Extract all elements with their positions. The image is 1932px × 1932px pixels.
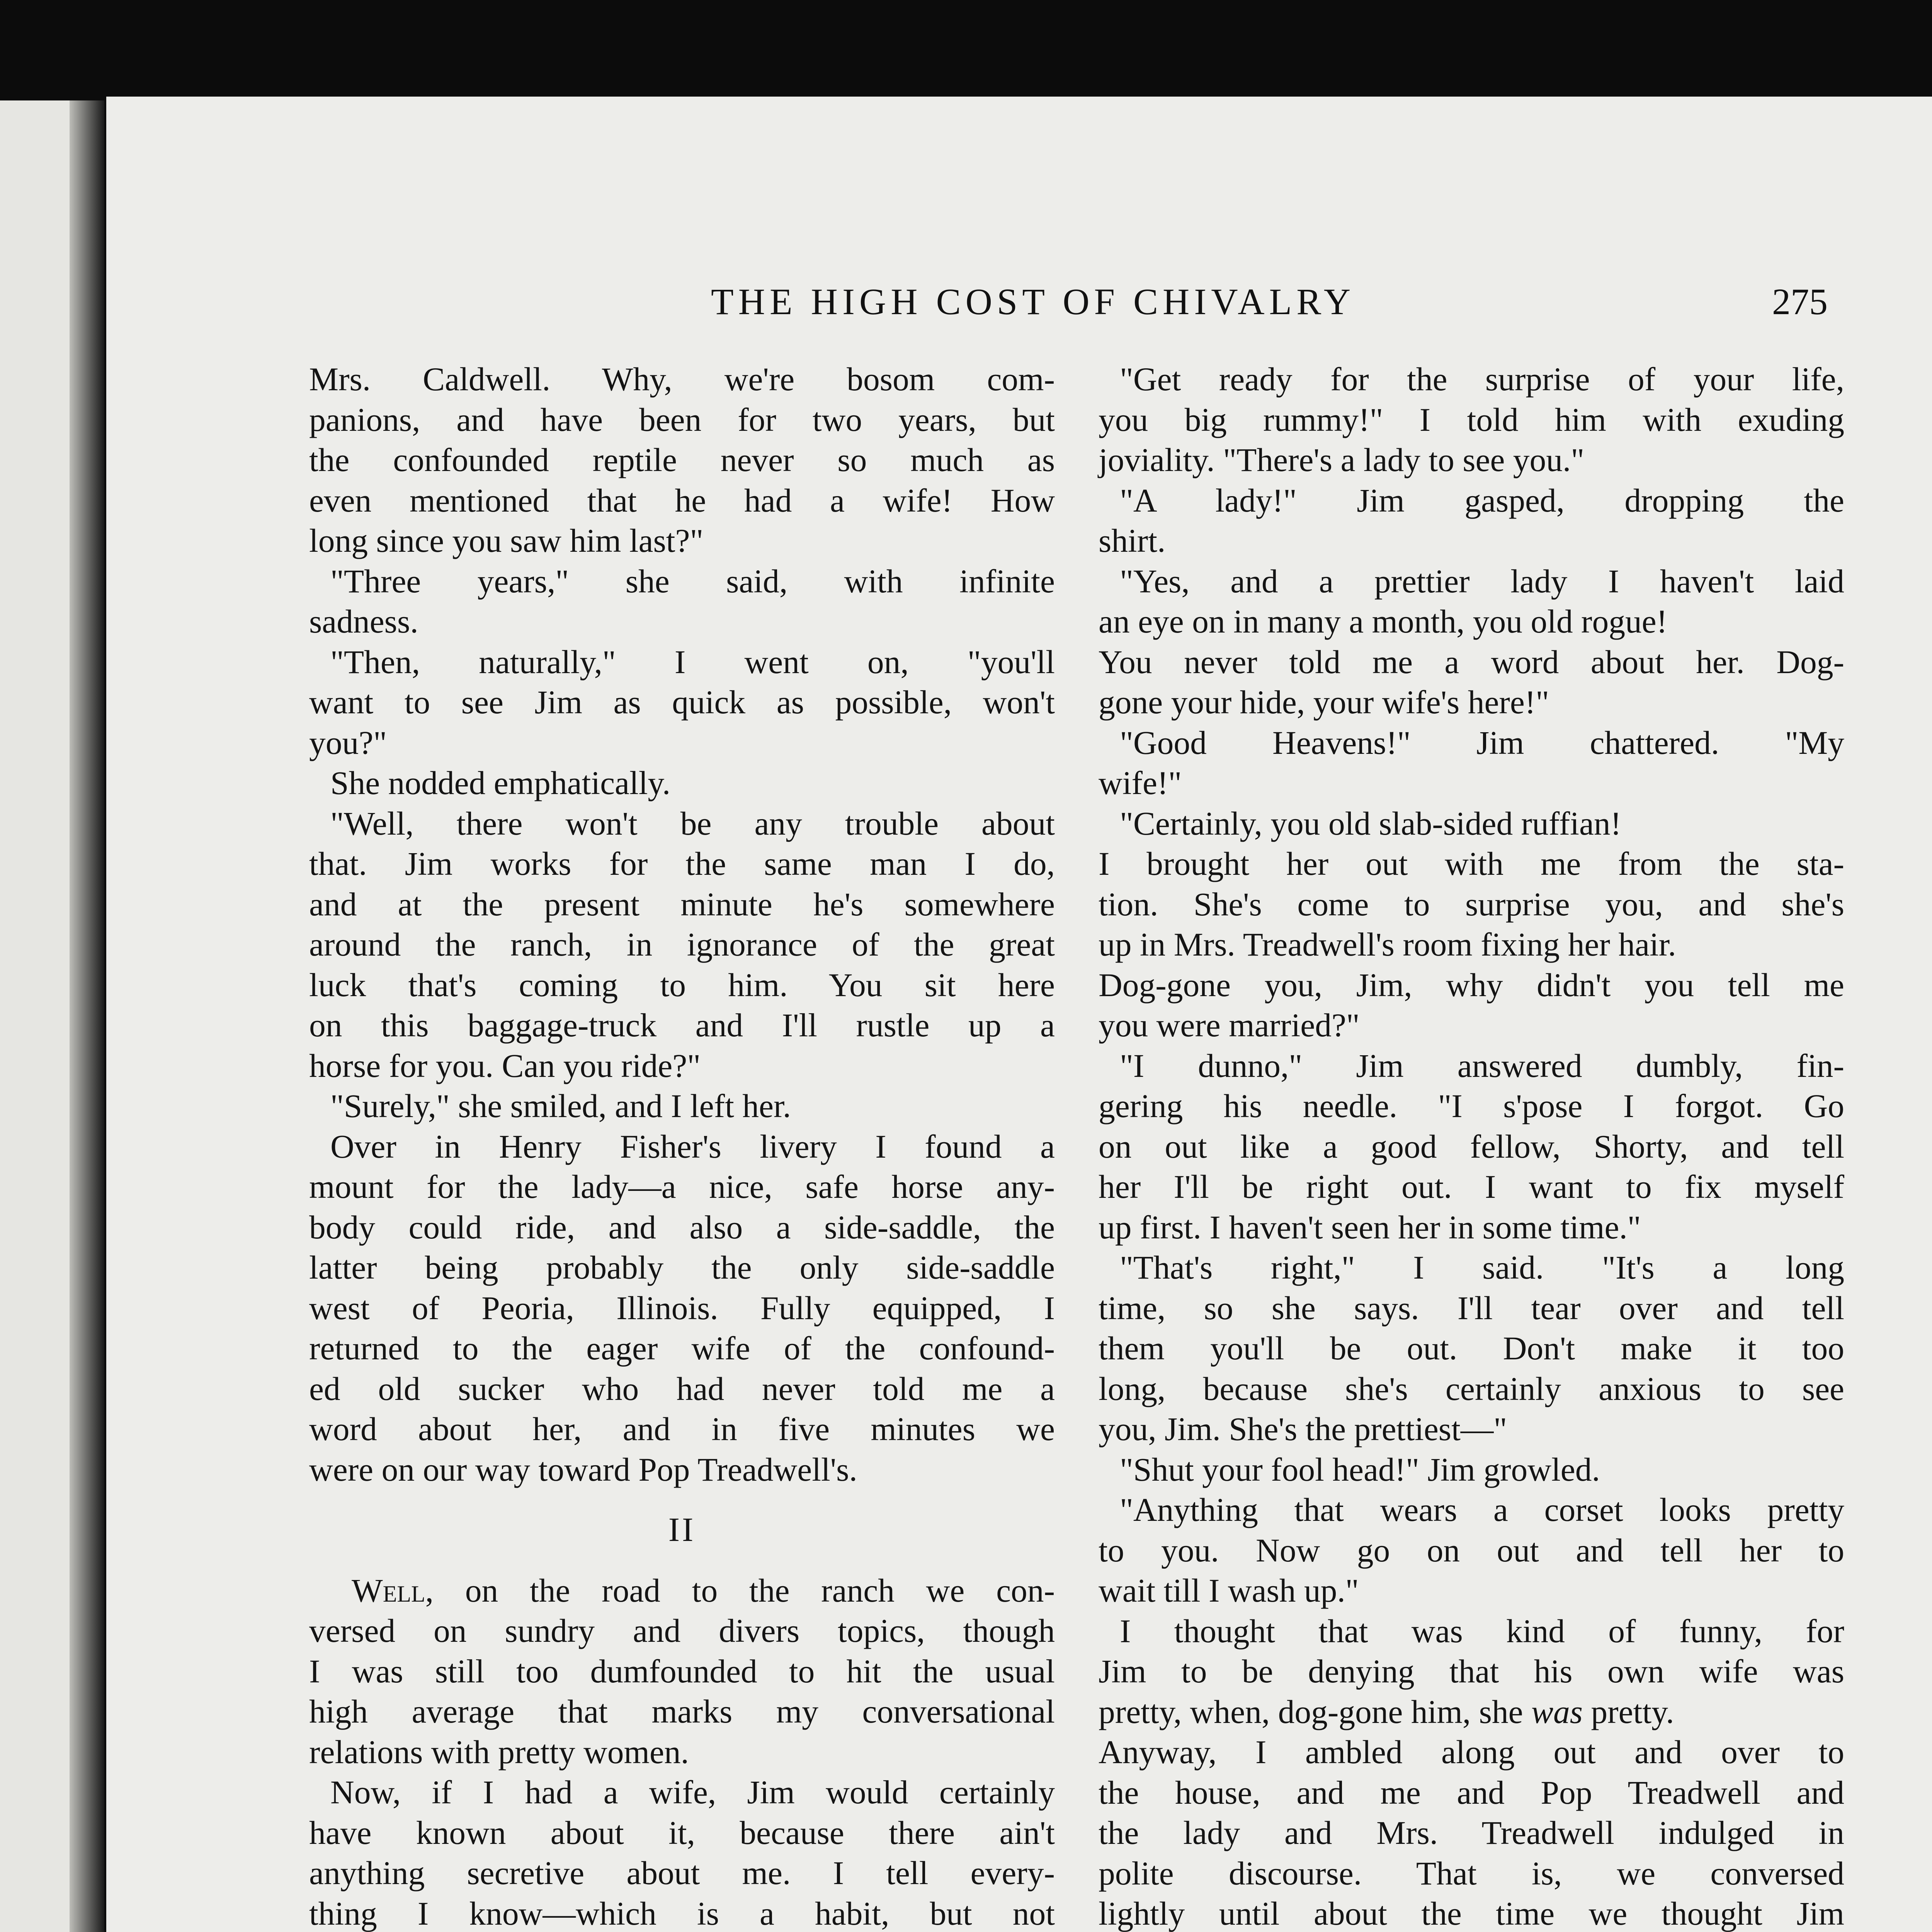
text-line: anything secretive about me. I tell every- (309, 1855, 1055, 1891)
right-lines-before (1099, 359, 1844, 1732)
text-line: that. Jim works for the same man I do, (309, 846, 1055, 882)
text-line: Over in Henry Fisher's livery I found a (330, 1128, 1055, 1165)
text-line: "Yes, and a prettier lady I haven't laid (1120, 563, 1844, 600)
text-line: wife!" (1099, 765, 1182, 801)
text-line: returned to the eager wife of the confound- (309, 1330, 1055, 1367)
right-lines-after (1099, 1732, 1844, 1932)
text-line: long, because she's certainly anxious to see (1099, 1371, 1844, 1407)
text-line: west of Peoria, Illinois. Fully equipped, I (309, 1290, 1055, 1327)
text-line: latter being probably the only side-saddle (309, 1250, 1055, 1286)
text-line: body could ride, and also a side-saddle, the (309, 1209, 1055, 1246)
text-line: You never told me a word about her. Dog- (1099, 644, 1844, 680)
left-lines-after (309, 1571, 1055, 1932)
text-line: "Anything that wears a corset looks pretty (1120, 1492, 1844, 1528)
text-line: "Shut your fool head!" Jim growled. (1120, 1451, 1600, 1488)
text-line: I thought that was kind of funny, for (1120, 1613, 1844, 1650)
section-first-word: Well (352, 1572, 425, 1609)
text-line: "I dunno," Jim answered dumbly, fin- (1120, 1048, 1844, 1084)
text-line-start: pretty, when, dog-gone him, she (1099, 1694, 1531, 1730)
text-line: high average that marks my conversational (309, 1694, 1055, 1730)
text-line: polite discourse. That is, we conversed (1099, 1855, 1844, 1892)
text-line: the house, and me and Pop Treadwell and (1099, 1774, 1844, 1811)
text-line: were on our way toward Pop Treadwell's. (309, 1451, 857, 1488)
text-line: "A lady!" Jim gasped, dropping the (1120, 482, 1844, 519)
running-head (106, 280, 1932, 338)
text-line: even mentioned that he had a wife! How (309, 482, 1055, 519)
text-line: Anyway, I ambled along out and over to (1099, 1734, 1844, 1770)
book-page (106, 97, 1932, 1932)
text-line: Mrs. Caldwell. Why, we're bosom com- (309, 361, 1055, 398)
text-line: "Well, there won't be any trouble about (330, 805, 1055, 842)
text-line: long since you saw him last?" (309, 523, 704, 559)
text-line: up in Mrs. Treadwell's room fixing her hair. (1099, 927, 1676, 963)
text-line: lightly until about the time we thought Jim (1099, 1896, 1844, 1932)
page-number: 275 (1772, 281, 1828, 322)
text-line: Dog-gone you, Jim, why didn't you tell me (1099, 967, 1844, 1003)
text-line: She nodded emphatically. (330, 765, 671, 801)
text-line: "Get ready for the surprise of your life, (1120, 361, 1844, 398)
text-line: an eye on in many a month, you old rogue! (1099, 604, 1668, 640)
text-line: "Good Heavens!" Jim chattered. "My (1120, 724, 1844, 761)
text-line-end: pretty. (1583, 1694, 1674, 1730)
text-line: Jim to be denying that his own wife was (1099, 1653, 1844, 1690)
text-line: you, Jim. She's the prettiest—" (1099, 1411, 1507, 1447)
text-line: "Then, naturally," I went on, "you'll (330, 644, 1055, 680)
text-line: word about her, and in five minutes we (309, 1411, 1055, 1447)
text-line: gering his needle. "I s'pose I forgot. Go (1099, 1088, 1844, 1124)
text-line: ed old sucker who had never told me a (309, 1371, 1055, 1407)
text-line: shirt. (1099, 523, 1166, 559)
text-line: around the ranch, in ignorance of the great (309, 927, 1055, 963)
text-line: and at the present minute he's somewhere (309, 886, 1055, 923)
text-line: "Three years," she said, with infinite (330, 563, 1055, 600)
emphasized-word: was (1531, 1694, 1583, 1730)
text-line: up first. I haven't seen her in some time." (1099, 1209, 1641, 1246)
text-line: luck that's coming to him. You sit here (309, 967, 1055, 1003)
text-line: them you'll be out. Don't make it too (1099, 1330, 1844, 1367)
text-line: Now, if I had a wife, Jim would certainly (330, 1774, 1055, 1811)
text-line: "Surely," she smiled, and I left her. (330, 1088, 791, 1124)
book-gutter-shadow (70, 100, 104, 1932)
left-lines (309, 359, 1055, 1490)
text-line: want to see Jim as quick as possible, won't (309, 684, 1055, 721)
section-heading: II (668, 1511, 696, 1549)
text-line: on out like a good fellow, Shorty, and tell (1099, 1128, 1844, 1165)
text-line: I brought her out with me from the sta- (1099, 846, 1844, 882)
text-line: I was still too dumfounded to hit the usual (309, 1653, 1055, 1690)
text-line-rest: , on the road to the ranch we con- (425, 1572, 1055, 1609)
text-line: you were married?" (1099, 1007, 1360, 1044)
text-line: wait till I wash up." (1099, 1573, 1359, 1609)
text-line: time, so she says. I'll tear over and tell (1099, 1290, 1844, 1327)
text-line: you big rummy!" I told him with exuding (1099, 401, 1844, 438)
text-line: the confounded reptile never so much as (309, 442, 1055, 478)
text-line: mount for the lady—a nice, safe horse any- (309, 1169, 1055, 1205)
text-line: gone your hide, your wife's here!" (1099, 684, 1549, 721)
text-line: the lady and Mrs. Treadwell indulged in (1099, 1815, 1844, 1851)
text-line (1099, 1692, 1844, 1733)
text-line: horse for you. Can you ride?" (309, 1048, 701, 1084)
text-line: have known about it, because there ain't (309, 1815, 1055, 1851)
right-text-column (1099, 359, 1844, 1932)
running-title: THE HIGH COST OF CHIVALRY (711, 281, 1355, 322)
text-line: thing I know—which is a habit, but not (309, 1895, 1055, 1932)
text-line: "Certainly, you old slab-sided ruffian! (1120, 805, 1622, 842)
text-line: tion. She's come to surprise you, and she's (1099, 886, 1844, 923)
text-line: relations with pretty women. (309, 1734, 689, 1770)
text-line: joviality. "There's a lady to see you." (1099, 442, 1585, 478)
text-line: panions, and have been for two years, but (309, 401, 1055, 438)
text-line: sadness. (309, 604, 418, 640)
text-line: "That's right," I said. "It's a long (1120, 1250, 1844, 1286)
text-line: you?" (309, 724, 387, 761)
text-line: versed on sundry and divers topics, though (309, 1613, 1055, 1649)
left-text-column (309, 359, 1055, 1932)
text-line: her I'll be right out. I want to fix myself (1099, 1169, 1844, 1205)
text-line: to you. Now go on out and tell her to (1099, 1532, 1844, 1569)
text-line: on this baggage-truck and I'll rustle up a (309, 1007, 1055, 1044)
text-line (309, 1571, 1055, 1611)
